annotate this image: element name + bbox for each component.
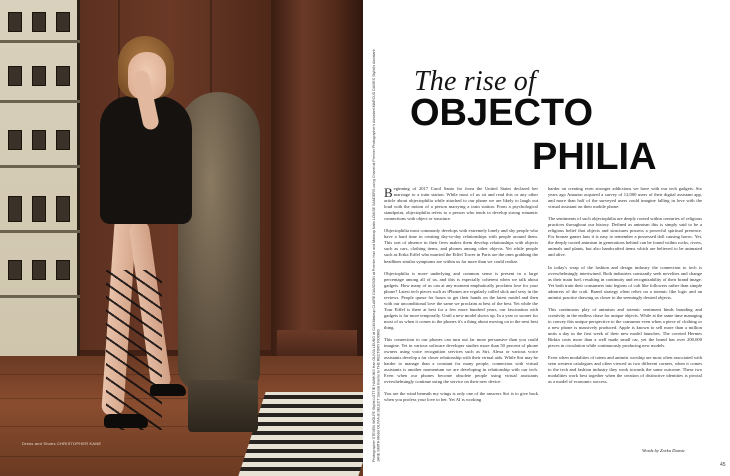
cabinet-window — [56, 12, 70, 32]
title-philia: PHILIA — [532, 136, 657, 178]
vertical-credits: Photographer STEVEN WOLFE Stylist LOTTIE HAWKINS Hair OLIVIA LEUNG at CLM Makeup CLAIRE DAVIDSON at Premier Hair and Makeup Nails LOUISE SANDERS using Chanel at Premier Photographer's Assistant MARCUS DAVIES Stylist's Assistant JANE SMITH Model OLIVIA at SELECT Special thanks to THE RECTORY ROOMS — [372, 49, 381, 462]
shoe — [150, 384, 186, 396]
cabinet-band — [0, 40, 80, 43]
sculpture-pedestal — [188, 380, 258, 432]
cabinet-window — [32, 66, 46, 86]
page-number: 45 — [720, 462, 726, 468]
cabinet-window — [56, 196, 70, 222]
cabinet-window — [8, 66, 22, 86]
paragraph: You are the wind beneath my wings is only one of the answers Siri is to give back when you profess your love to her. Yet AI is working — [384, 391, 538, 403]
title-objecto: OBJECTO — [410, 92, 594, 134]
cabinet-window — [8, 196, 22, 222]
cabinet-window — [56, 66, 70, 86]
cabinet-band — [0, 165, 80, 168]
cabinet-window — [32, 260, 46, 280]
paragraph: harder on creating even stronger addictions we have with our tech gadgets. Six years ago Amazon acquired a survey of 12,000 users of their digital assistant app, and more than half of the surveyed users could imagine falling in love with the virtual assistant on their mobile phone. — [548, 186, 702, 210]
cabinet-band — [0, 230, 80, 233]
cabinet-window — [8, 12, 22, 32]
article-page — [380, 0, 730, 476]
paragraph: The sentiments of such objectophilia are deeply rooted within centuries of religious practices throughout our history. Defined as animism this is simply said to be a religious belief that objects and structures possess a powerful spiritual presence. For bronze gamer fans it is easy to remember a possessed doll causing havoc. Yet, the deeply rooted animism in generations behind can be found within rocks, rivers, animals and plants, but also handcrafted items which are believed to be animated and alive. — [548, 216, 702, 258]
cabinet-band — [0, 100, 80, 103]
architectural-cabinet — [0, 0, 80, 356]
cabinet-window — [32, 130, 46, 150]
wood-column — [271, 0, 363, 360]
paragraph: Objectophilia is more underlying and common sense is present in a large percentage among all of us, and this is especially coherent when we talk about gadgets. How many of us can at any moment emphatically proclaim love for your phone? Latest tech pieces such as iPhones are regularly called slick and sexy in the reviews. People queue for hours to get their hands on the latest model and then with our unconditional love the same we proclaim at best of the best. Yet while the Tour Eiffel is there at best for a few more hundred years, our fascination with gadgets is far more temporally. Until a new model shows up. In a year or sooner for most of us when it comes to the phones it's a thing about moving on to the next best thing. — [384, 270, 538, 330]
paragraph: Beginning of 2017 Carol Santo fro from the United States declared her marriage to a train station. While most of us sit and read this or any other article about objectophilia while attached to our phone we are likely to laugh out loud with the notion of a person marrying a train station. From a psychological standpoint, objectophilia refers to a person who tends to develop strong romantic connections with object or structure. — [384, 185, 538, 222]
cabinet-window — [8, 260, 22, 280]
title-script: The rise of — [414, 66, 536, 97]
paragraph: Even when modalities of totem and animist worship are most often associated with seen western catalogues and often viewed as two different corners, when it comes to the tech and fashion industry they work towards the same outcome. These two modalities work best together when the creation of distinctive identities is pivotal as a model of economic success. — [548, 355, 702, 385]
article-column-right — [548, 186, 702, 391]
paragraph: Objectophilia most commonly develops with extremely lonely and shy people who have a hard time in creating day-to-day relationships with people around them. This sort of absence in their lives makes them develop relationships with objects such as cars, clothing items, and phones among other objects. Yet while people such as Erika Eiffel who married the Eiffel Tower in Paris are the ones grabbing the headlines similar symptoms are within us far more than we could realize. — [384, 228, 538, 264]
paragraph: In today's wrap of the fashion and design industry the connection to tech is overwhelmingly intertwined. Both industries constantly seek novelties and change as their main fuel, resulting in continuity and recognizability of their brand image. Yet both train their consumers into legions of cult like followers rather than simple admirers of the craft. Brand strategy often relies on a totemic like logic and an animist practice drawing us closer to the seemingly desired objects. — [548, 264, 702, 300]
lace-up-sandals — [106, 270, 162, 430]
shoe — [104, 414, 148, 428]
editorial-photo — [0, 0, 363, 476]
cabinet-window — [32, 196, 46, 222]
cabinet-window — [8, 130, 22, 150]
paragraph: This connection to our phones can turn out far more persuasive than you could imagine. Yet in various software developer studies more than 50 percent of phone owners using voice recognition services such as Siri, Alexa or various voice assistants develop a far closer relationship with their virtual aids. While Siri may be harder to manage than a constant for many people, connection with virtual assistants is another momentum we are developing in relationship with our tech. Even when our phones become obsolete people using virtual assistants overwhelmingly continue using the service on their new device. — [384, 337, 538, 385]
cabinet-window — [32, 12, 46, 32]
cabinet-window — [56, 130, 70, 150]
article-column-left — [384, 186, 538, 410]
byline: Words by Zorka Dunsic — [642, 448, 686, 453]
paragraph: This continuous play of animism and totemic sentiment binds branding and creativity in the endless chase for unique objects. While at the same time managing to convey this unique perspective to the consumer even when a piece of clothing or a new phone is massively produced. Apple is known to sell more than a million units a day in the first week of their new model launches. The coveted Hermes Birkin costs more than a well made small car, yet the brand has over 200,000 pieces in circulation while continuously producing new models. — [548, 306, 702, 349]
cabinet-window — [56, 260, 70, 280]
cabinet-band — [0, 295, 80, 298]
photo-clothing-credit: Dress and Shoes CHRISTOPHER KANE — [22, 441, 102, 446]
